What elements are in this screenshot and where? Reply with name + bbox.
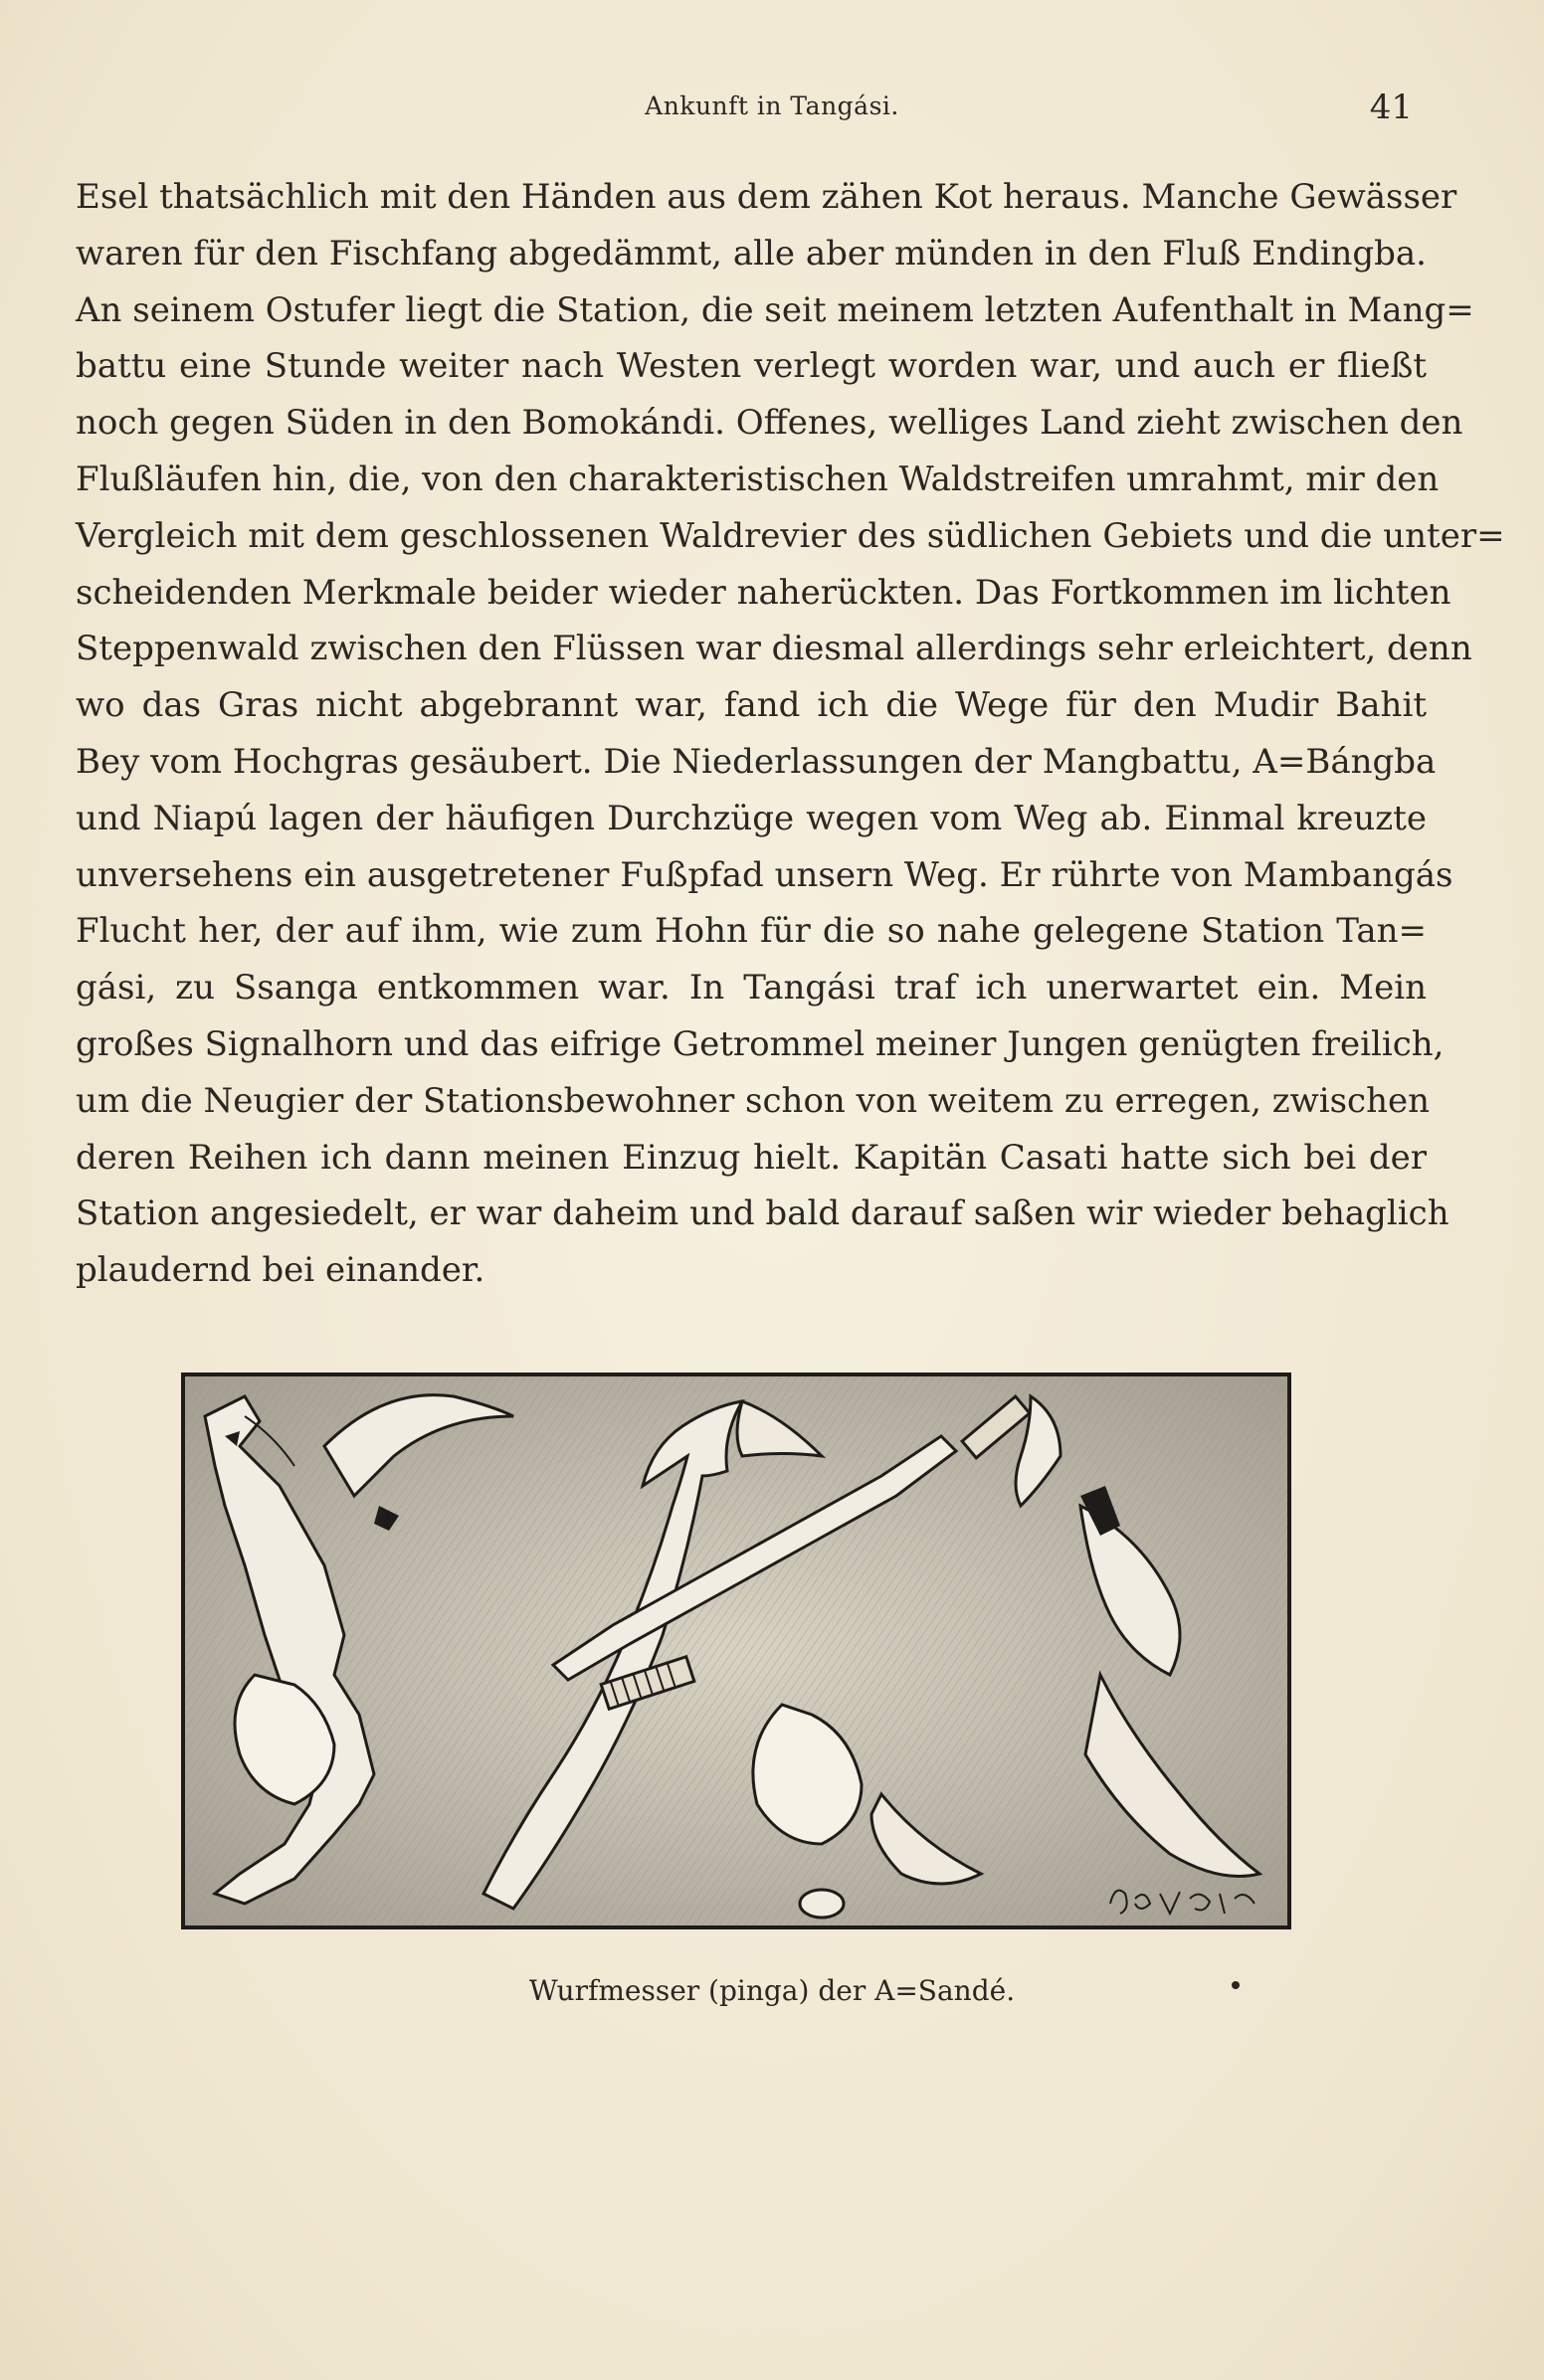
text-line: Steppenwald zwischen den Flüssen war diesmal allerdings sehr erleichtert, denn [76, 629, 1472, 669]
figure-caption: Wurfmesser (pinga) der A=Sandé. [528, 1974, 1016, 2007]
text-line: großes Signalhorn und das eifrige Getrommel meiner Jungen genügten freilich, [76, 1023, 1445, 1064]
running-head [0, 88, 1544, 131]
text-line: Flußläufen hin, die, von den charakteristischen Waldstreifen umrahmt, mir den [76, 458, 1440, 499]
text-line: Vergleich mit dem geschlossenen Waldrevier des südlichen Gebiets und die unter= [76, 515, 1505, 556]
text-line: plaudernd bei einander. [76, 1250, 485, 1291]
text-line: und Niapú lagen der häufigen Durchzüge wegen vom Weg ab. Einmal kreuzte [76, 798, 1427, 838]
text-line: waren für den Fischfang abgedämmt, alle aber münden in den Fluß Endingba. [76, 233, 1427, 274]
text-line: unversehens ein ausgetretener Fußpfad unsern Weg. Er rührte von Mambangás [76, 854, 1453, 895]
text-line: Station angesiedelt, er war daheim und bald darauf saßen wir wieder behaglich [76, 1193, 1449, 1234]
printer-mark [1232, 1981, 1240, 1989]
text-line: Bey vom Hochgras gesäubert. Die Niederlassungen der Mangbattu, A=Bángba [76, 741, 1437, 782]
illustration-drawing [185, 1376, 1287, 1925]
body-paragraph [76, 169, 1505, 1299]
text-line: wo das Gras nicht abgebrannt war, fand ich die Wege für den Mudir Bahit [76, 685, 1427, 726]
text-line: An seinem Ostufer liegt die Station, die seit meinem letzten Aufenthalt in Mang= [76, 289, 1474, 330]
text-line: noch gegen Süden in den Bomokándi. Offenes, welliges Land zieht zwischen den [76, 403, 1463, 444]
text-line: Flucht her, der auf ihm, wie zum Hohn für die so nahe gelegene Station Tan= [76, 911, 1427, 952]
text-line: Esel thatsächlich mit den Händen aus dem zähen Kot heraus. Manche Gewässer [76, 177, 1457, 217]
text-line: deren Reihen ich dann meinen Einzug hielt. Kapitän Casati hatte sich bei der [76, 1137, 1427, 1178]
text-line: battu eine Stunde weiter nach Westen verlegt worden war, und auch er fließt [76, 346, 1427, 387]
text-line: gási, zu Ssanga entkommen war. In Tangási traf ich unerwartet ein. Mein [76, 968, 1427, 1008]
text-line: scheidenden Merkmale beider wieder naherückten. Das Fortkommen im lichten [76, 572, 1451, 613]
throwing-knife-illustration [181, 1373, 1291, 1929]
text-line: um die Neugier der Stationsbewohner schon von weitem zu erregen, zwischen [76, 1080, 1430, 1121]
running-title: Ankunft in Tangási. [645, 92, 899, 120]
page-number: 41 [1369, 88, 1413, 127]
